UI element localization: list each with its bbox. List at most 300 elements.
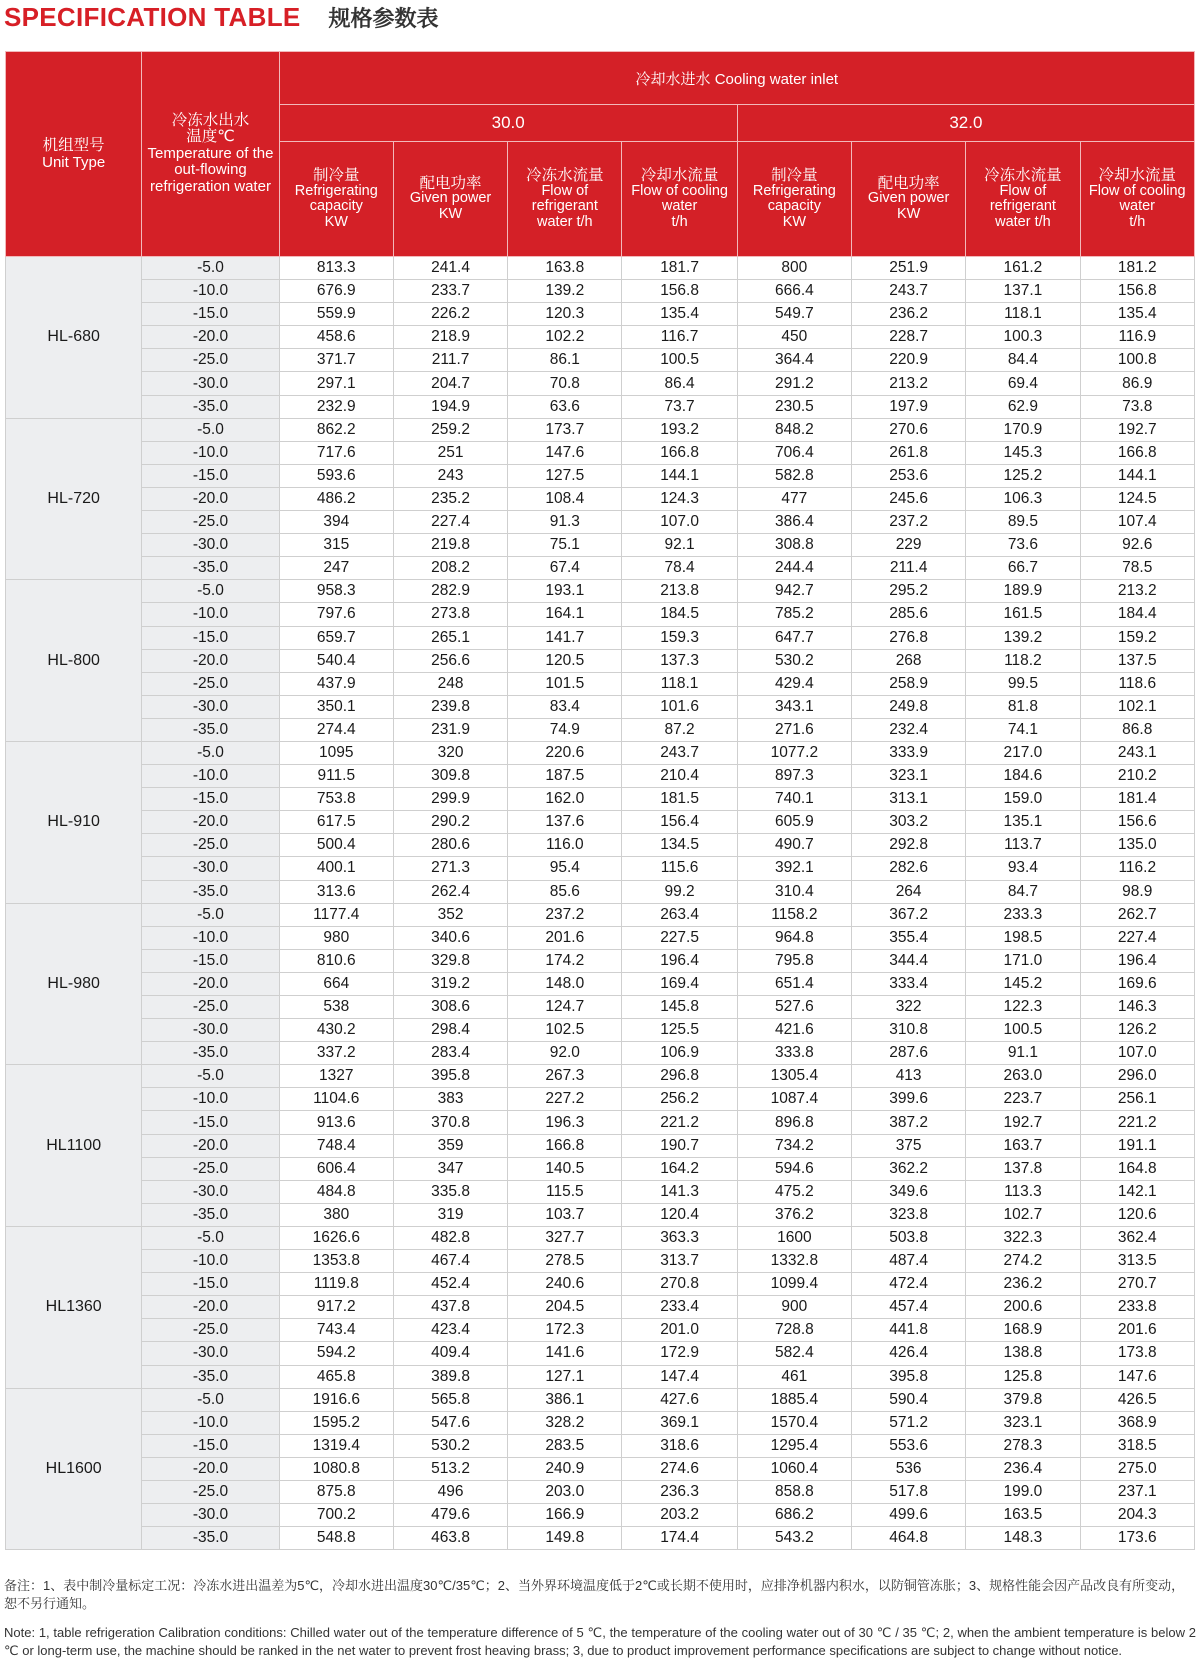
table-row	[6, 418, 1195, 441]
table-row	[6, 1226, 1195, 1249]
value-cell: 233.3	[966, 903, 1080, 926]
value-cell: 333.8	[737, 1042, 851, 1065]
table-row	[6, 511, 1195, 534]
unit-type-cell: HL1600	[6, 1388, 142, 1550]
column-header-unit: water t/h	[537, 213, 593, 230]
value-cell: 942.7	[737, 580, 851, 603]
value-cell: 421.6	[737, 1019, 851, 1042]
value-cell: 271.3	[393, 857, 507, 880]
value-cell: 163.7	[966, 1134, 1080, 1157]
table-row	[6, 1388, 1195, 1411]
value-cell: 785.2	[737, 603, 851, 626]
value-cell: 201.6	[508, 926, 622, 949]
value-cell: 395.8	[852, 1365, 966, 1388]
value-cell: 220.9	[852, 349, 966, 372]
value-cell: 235.2	[393, 487, 507, 510]
value-cell: 116.0	[508, 834, 622, 857]
value-cell: 124.3	[622, 487, 737, 510]
value-cell: 1626.6	[279, 1226, 393, 1249]
outlet-temp-cell: -30.0	[142, 1342, 279, 1365]
column-header-unit: t/h	[671, 213, 688, 230]
value-cell: 296.0	[1080, 1065, 1194, 1088]
value-cell: 248	[393, 672, 507, 695]
value-cell: 84.4	[966, 349, 1080, 372]
value-cell: 958.3	[279, 580, 393, 603]
outlet-temp-cell: -15.0	[142, 788, 279, 811]
value-cell: 287.6	[852, 1042, 966, 1065]
column-header-cn: 制冷量	[771, 167, 818, 184]
value-cell: 797.6	[279, 603, 393, 626]
value-cell: 486.2	[279, 487, 393, 510]
value-cell: 161.5	[966, 603, 1080, 626]
value-cell: 283.5	[508, 1434, 622, 1457]
value-cell: 475.2	[737, 1180, 851, 1203]
value-cell: 145.8	[622, 996, 737, 1019]
value-cell: 196.4	[1080, 949, 1194, 972]
value-cell: 159.3	[622, 626, 737, 649]
column-header-cn: 冷冻水流量	[984, 167, 1062, 184]
column-header	[737, 142, 851, 257]
value-cell: 313.1	[852, 788, 966, 811]
value-cell: 86.9	[1080, 372, 1194, 395]
outlet-temp-cell: -5.0	[142, 741, 279, 764]
value-cell: 196.3	[508, 1111, 622, 1134]
value-cell: 162.0	[508, 788, 622, 811]
header-cooling-water-inlet: 冷却水进水 Cooling water inlet	[279, 52, 1194, 105]
page-header	[4, 0, 439, 34]
value-cell: 647.7	[737, 626, 851, 649]
value-cell: 333.4	[852, 972, 966, 995]
value-cell: 538	[279, 996, 393, 1019]
value-cell: 148.0	[508, 972, 622, 995]
value-cell: 1095	[279, 741, 393, 764]
value-cell: 144.1	[1080, 464, 1194, 487]
value-cell: 147.6	[508, 441, 622, 464]
value-cell: 137.6	[508, 811, 622, 834]
value-cell: 753.8	[279, 788, 393, 811]
value-cell: 115.6	[622, 857, 737, 880]
value-cell: 243.1	[1080, 741, 1194, 764]
value-cell: 156.6	[1080, 811, 1194, 834]
value-cell: 141.3	[622, 1180, 737, 1203]
outlet-temp-cell: -25.0	[142, 834, 279, 857]
outlet-temp-cell: -10.0	[142, 1250, 279, 1273]
value-cell: 810.6	[279, 949, 393, 972]
column-header-en: Flow of cooling water	[1088, 182, 1186, 214]
value-cell: 263.4	[622, 903, 737, 926]
value-cell: 197.9	[852, 395, 966, 418]
unit-type-cell: HL-910	[6, 741, 142, 903]
value-cell: 156.8	[1080, 280, 1194, 303]
table-row	[6, 1088, 1195, 1111]
value-cell: 1158.2	[737, 903, 851, 926]
table-row	[6, 765, 1195, 788]
title-en: SPECIFICATION TABLE	[4, 1, 301, 32]
value-cell: 84.7	[966, 880, 1080, 903]
outlet-temp-cell: -10.0	[142, 441, 279, 464]
value-cell: 309.8	[393, 765, 507, 788]
value-cell: 92.1	[622, 534, 737, 557]
value-cell: 93.4	[966, 857, 1080, 880]
value-cell: 243.7	[852, 280, 966, 303]
value-cell: 274.4	[279, 718, 393, 741]
outlet-temp-cell: -5.0	[142, 1065, 279, 1088]
value-cell: 282.9	[393, 580, 507, 603]
value-cell: 124.5	[1080, 487, 1194, 510]
outlet-temp-cell: -35.0	[142, 1527, 279, 1550]
value-cell: 166.8	[508, 1134, 622, 1157]
value-cell: 734.2	[737, 1134, 851, 1157]
table-row	[6, 464, 1195, 487]
value-cell: 228.7	[852, 326, 966, 349]
outlet-temp-cell: -20.0	[142, 1134, 279, 1157]
value-cell: 896.8	[737, 1111, 851, 1134]
value-cell: 231.9	[393, 718, 507, 741]
value-cell: 251.9	[852, 257, 966, 280]
outlet-temp-cell: -15.0	[142, 303, 279, 326]
table-row	[6, 349, 1195, 372]
value-cell: 369.1	[622, 1411, 737, 1434]
table-row	[6, 1457, 1195, 1480]
value-cell: 275.0	[1080, 1457, 1194, 1480]
column-header-en: Flow of refrigerant	[989, 182, 1056, 214]
value-cell: 189.9	[966, 580, 1080, 603]
value-cell: 299.9	[393, 788, 507, 811]
value-cell: 135.4	[622, 303, 737, 326]
header-inlet-30: 30.0	[279, 105, 737, 142]
outlet-temp-cell: -25.0	[142, 511, 279, 534]
value-cell: 340.6	[393, 926, 507, 949]
value-cell: 1570.4	[737, 1411, 851, 1434]
value-cell: 193.1	[508, 580, 622, 603]
value-cell: 156.8	[622, 280, 737, 303]
value-cell: 513.2	[393, 1457, 507, 1480]
table-row	[6, 603, 1195, 626]
value-cell: 461	[737, 1365, 851, 1388]
value-cell: 540.4	[279, 649, 393, 672]
value-cell: 350.1	[279, 695, 393, 718]
value-cell: 86.1	[508, 349, 622, 372]
value-cell: 297.1	[279, 372, 393, 395]
value-cell: 108.4	[508, 487, 622, 510]
value-cell: 113.7	[966, 834, 1080, 857]
value-cell: 565.8	[393, 1388, 507, 1411]
value-cell: 174.4	[622, 1527, 737, 1550]
value-cell: 582.4	[737, 1342, 851, 1365]
value-cell: 75.1	[508, 534, 622, 557]
value-cell: 261.8	[852, 441, 966, 464]
value-cell: 383	[393, 1088, 507, 1111]
outlet-temp-cell: -25.0	[142, 1480, 279, 1503]
value-cell: 259.2	[393, 418, 507, 441]
value-cell: 145.3	[966, 441, 1080, 464]
outlet-temp-cell: -15.0	[142, 949, 279, 972]
value-cell: 116.7	[622, 326, 737, 349]
value-cell: 1177.4	[279, 903, 393, 926]
value-cell: 270.6	[852, 418, 966, 441]
value-cell: 490.7	[737, 834, 851, 857]
value-cell: 135.1	[966, 811, 1080, 834]
value-cell: 364.4	[737, 349, 851, 372]
value-cell: 100.3	[966, 326, 1080, 349]
value-cell: 278.3	[966, 1434, 1080, 1457]
value-cell: 201.6	[1080, 1319, 1194, 1342]
value-cell: 184.5	[622, 603, 737, 626]
value-cell: 247	[279, 557, 393, 580]
value-cell: 135.4	[1080, 303, 1194, 326]
column-header	[393, 142, 507, 257]
value-cell: 217.0	[966, 741, 1080, 764]
column-header-unit: KW	[438, 205, 463, 222]
table-row	[6, 1134, 1195, 1157]
table-row	[6, 303, 1195, 326]
outlet-temp-cell: -30.0	[142, 695, 279, 718]
value-cell: 394	[279, 511, 393, 534]
value-cell: 73.7	[622, 395, 737, 418]
value-cell: 232.4	[852, 718, 966, 741]
value-cell: 413	[852, 1065, 966, 1088]
value-cell: 594.2	[279, 1342, 393, 1365]
value-cell: 389.8	[393, 1365, 507, 1388]
outlet-temp-cell: -25.0	[142, 1319, 279, 1342]
table-row	[6, 557, 1195, 580]
temp-en: Temperature of the out-flowing refrigeration water	[147, 144, 274, 195]
value-cell: 263.0	[966, 1065, 1080, 1088]
value-cell: 280.6	[393, 834, 507, 857]
value-cell: 423.4	[393, 1319, 507, 1342]
value-cell: 282.6	[852, 857, 966, 880]
value-cell: 107.0	[622, 511, 737, 534]
outlet-temp-cell: -30.0	[142, 857, 279, 880]
value-cell: 240.9	[508, 1457, 622, 1480]
value-cell: 1104.6	[279, 1088, 393, 1111]
outlet-temp-cell: -15.0	[142, 626, 279, 649]
value-cell: 236.4	[966, 1457, 1080, 1480]
value-cell: 81.8	[966, 695, 1080, 718]
value-cell: 265.1	[393, 626, 507, 649]
value-cell: 118.6	[1080, 672, 1194, 695]
value-cell: 115.5	[508, 1180, 622, 1203]
value-cell: 227.4	[1080, 926, 1194, 949]
value-cell: 221.2	[1080, 1111, 1194, 1134]
outlet-temp-cell: -35.0	[142, 395, 279, 418]
value-cell: 270.8	[622, 1273, 737, 1296]
value-cell: 233.4	[622, 1296, 737, 1319]
value-cell: 458.6	[279, 326, 393, 349]
outlet-temp-cell: -5.0	[142, 1226, 279, 1249]
value-cell: 227.5	[622, 926, 737, 949]
column-header-en: Flow of cooling water	[631, 182, 728, 214]
value-cell: 686.2	[737, 1504, 851, 1527]
value-cell: 743.4	[279, 1319, 393, 1342]
value-cell: 308.6	[393, 996, 507, 1019]
value-cell: 547.6	[393, 1411, 507, 1434]
value-cell: 262.7	[1080, 903, 1194, 926]
value-cell: 163.5	[966, 1504, 1080, 1527]
value-cell: 318.6	[622, 1434, 737, 1457]
outlet-temp-cell: -25.0	[142, 672, 279, 695]
value-cell: 233.8	[1080, 1296, 1194, 1319]
value-cell: 125.8	[966, 1365, 1080, 1388]
value-cell: 900	[737, 1296, 851, 1319]
value-cell: 66.7	[966, 557, 1080, 580]
table-row	[6, 580, 1195, 603]
value-cell: 100.5	[622, 349, 737, 372]
outlet-temp-cell: -35.0	[142, 1365, 279, 1388]
value-cell: 310.8	[852, 1019, 966, 1042]
value-cell: 74.9	[508, 718, 622, 741]
value-cell: 95.4	[508, 857, 622, 880]
value-cell: 227.2	[508, 1088, 622, 1111]
value-cell: 106.3	[966, 487, 1080, 510]
value-cell: 463.8	[393, 1527, 507, 1550]
value-cell: 267.3	[508, 1065, 622, 1088]
outlet-temp-cell: -25.0	[142, 1157, 279, 1180]
value-cell: 617.5	[279, 811, 393, 834]
value-cell: 352	[393, 903, 507, 926]
value-cell: 380	[279, 1203, 393, 1226]
value-cell: 213.8	[622, 580, 737, 603]
value-cell: 349.6	[852, 1180, 966, 1203]
column-header	[852, 142, 966, 257]
outlet-temp-cell: -30.0	[142, 534, 279, 557]
value-cell: 218.9	[393, 326, 507, 349]
value-cell: 159.0	[966, 788, 1080, 811]
value-cell: 149.8	[508, 1527, 622, 1550]
table-row	[6, 326, 1195, 349]
value-cell: 363.3	[622, 1226, 737, 1249]
value-cell: 320	[393, 741, 507, 764]
value-cell: 313.5	[1080, 1250, 1194, 1273]
value-cell: 139.2	[508, 280, 622, 303]
value-cell: 124.7	[508, 996, 622, 1019]
value-cell: 717.6	[279, 441, 393, 464]
value-cell: 166.8	[622, 441, 737, 464]
value-cell: 368.9	[1080, 1411, 1194, 1434]
value-cell: 437.9	[279, 672, 393, 695]
outlet-temp-cell: -10.0	[142, 765, 279, 788]
value-cell: 127.5	[508, 464, 622, 487]
value-cell: 964.8	[737, 926, 851, 949]
table-row	[6, 949, 1195, 972]
value-cell: 113.3	[966, 1180, 1080, 1203]
value-cell: 125.5	[622, 1019, 737, 1042]
outlet-temp-cell: -10.0	[142, 926, 279, 949]
unit-type-cn: 机组型号	[42, 137, 105, 154]
value-cell: 285.6	[852, 603, 966, 626]
value-cell: 322	[852, 996, 966, 1019]
value-cell: 91.1	[966, 1042, 1080, 1065]
column-header-unit: KW	[324, 213, 348, 230]
value-cell: 236.2	[966, 1273, 1080, 1296]
outlet-temp-cell: -20.0	[142, 326, 279, 349]
value-cell: 748.4	[279, 1134, 393, 1157]
value-cell: 181.5	[622, 788, 737, 811]
value-cell: 264	[852, 880, 966, 903]
column-header-cn: 冷冻水流量	[526, 167, 604, 184]
outlet-temp-cell: -15.0	[142, 1434, 279, 1457]
value-cell: 1332.8	[737, 1250, 851, 1273]
value-cell: 253.6	[852, 464, 966, 487]
value-cell: 161.2	[966, 257, 1080, 280]
value-cell: 571.2	[852, 1411, 966, 1434]
value-cell: 169.4	[622, 972, 737, 995]
value-cell: 98.9	[1080, 880, 1194, 903]
value-cell: 499.6	[852, 1504, 966, 1527]
value-cell: 319	[393, 1203, 507, 1226]
value-cell: 1327	[279, 1065, 393, 1088]
value-cell: 140.5	[508, 1157, 622, 1180]
unit-type-cell: HL-980	[6, 903, 142, 1065]
value-cell: 484.8	[279, 1180, 393, 1203]
unit-type-cell: HL1100	[6, 1065, 142, 1227]
value-cell: 63.6	[508, 395, 622, 418]
value-cell: 496	[393, 1480, 507, 1503]
value-cell: 1099.4	[737, 1273, 851, 1296]
outlet-temp-cell: -5.0	[142, 903, 279, 926]
value-cell: 223.7	[966, 1088, 1080, 1111]
value-cell: 291.2	[737, 372, 851, 395]
table-row	[6, 1065, 1195, 1088]
value-cell: 142.1	[1080, 1180, 1194, 1203]
value-cell: 335.8	[393, 1180, 507, 1203]
value-cell: 371.7	[279, 349, 393, 372]
value-cell: 170.9	[966, 418, 1080, 441]
outlet-temp-cell: -15.0	[142, 1111, 279, 1134]
value-cell: 590.4	[852, 1388, 966, 1411]
column-header	[622, 142, 737, 257]
value-cell: 118.1	[622, 672, 737, 695]
outlet-temp-cell: -30.0	[142, 372, 279, 395]
table-row	[6, 649, 1195, 672]
value-cell: 706.4	[737, 441, 851, 464]
value-cell: 303.2	[852, 811, 966, 834]
outlet-temp-cell: -10.0	[142, 1088, 279, 1111]
value-cell: 273.8	[393, 603, 507, 626]
value-cell: 78.5	[1080, 557, 1194, 580]
value-cell: 313.7	[622, 1250, 737, 1273]
outlet-temp-cell: -25.0	[142, 996, 279, 1019]
column-header-unit: KW	[896, 205, 921, 222]
value-cell: 355.4	[852, 926, 966, 949]
value-cell: 548.8	[279, 1527, 393, 1550]
value-cell: 676.9	[279, 280, 393, 303]
value-cell: 135.0	[1080, 834, 1194, 857]
value-cell: 359	[393, 1134, 507, 1157]
value-cell: 274.2	[966, 1250, 1080, 1273]
value-cell: 138.8	[966, 1342, 1080, 1365]
value-cell: 399.6	[852, 1088, 966, 1111]
value-cell: 559.9	[279, 303, 393, 326]
value-cell: 120.4	[622, 1203, 737, 1226]
table-body	[6, 257, 1195, 1550]
value-cell: 315	[279, 534, 393, 557]
value-cell: 203.0	[508, 1480, 622, 1503]
value-cell: 379.8	[966, 1388, 1080, 1411]
value-cell: 1600	[737, 1226, 851, 1249]
value-cell: 172.9	[622, 1342, 737, 1365]
value-cell: 204.5	[508, 1296, 622, 1319]
value-cell: 487.4	[852, 1250, 966, 1273]
value-cell: 376.2	[737, 1203, 851, 1226]
note-chinese: 备注：1、表中制冷量标定工况：冷冻水进出温差为5℃，冷却水进出温度30℃/35℃；2、当外界环境温度低于2℃或长期不使用时，应排净机器内积水，以防铜管冻胀；3、规格性能会因产品改良有所变动，恕不另行通知。	[4, 1578, 1185, 1611]
value-cell: 100.8	[1080, 349, 1194, 372]
value-cell: 221.2	[622, 1111, 737, 1134]
value-cell: 200.6	[966, 1296, 1080, 1319]
value-cell: 118.2	[966, 649, 1080, 672]
table-row	[6, 857, 1195, 880]
outlet-temp-cell: -15.0	[142, 464, 279, 487]
